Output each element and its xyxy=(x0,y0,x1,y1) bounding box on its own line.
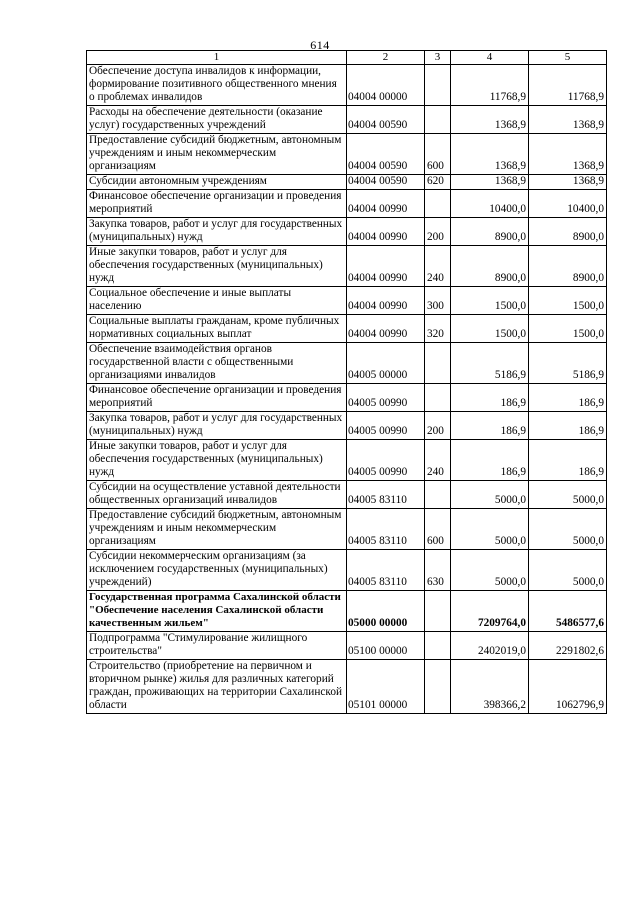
page-number: 614 xyxy=(310,38,330,52)
row-name: Обеспечение взаимодействия органов государственной власти с общественными организациями инвалидов xyxy=(87,343,347,384)
table-row xyxy=(87,550,607,591)
table-row xyxy=(87,246,607,287)
row-amount-col5: 5486577,6 xyxy=(529,591,607,632)
row-amount-col4: 5186,9 xyxy=(451,343,529,384)
budget-table xyxy=(86,50,607,714)
column-header: 5 xyxy=(529,51,607,65)
column-header: 2 xyxy=(347,51,425,65)
table-row xyxy=(87,440,607,481)
row-expense-type xyxy=(425,65,451,106)
row-code: 05000 00000 xyxy=(347,591,425,632)
table-row xyxy=(87,106,607,134)
row-expense-type xyxy=(425,481,451,509)
row-code: 04004 00990 xyxy=(347,190,425,218)
row-code: 04005 00000 xyxy=(347,343,425,384)
row-amount-col5: 11768,9 xyxy=(529,65,607,106)
row-amount-col5: 2291802,6 xyxy=(529,632,607,660)
table-row xyxy=(87,65,607,106)
row-code: 04004 00990 xyxy=(347,287,425,315)
row-code: 04004 00590 xyxy=(347,106,425,134)
row-name: Финансовое обеспечение организации и проведения мероприятий xyxy=(87,384,347,412)
row-amount-col4: 5000,0 xyxy=(451,509,529,550)
row-code: 05101 00000 xyxy=(347,660,425,714)
row-code: 04004 00990 xyxy=(347,246,425,287)
row-name: Социальные выплаты гражданам, кроме публичных нормативных социальных выплат xyxy=(87,315,347,343)
row-amount-col5: 1368,9 xyxy=(529,134,607,175)
row-code: 04004 00990 xyxy=(347,218,425,246)
row-amount-col4: 2402019,0 xyxy=(451,632,529,660)
row-amount-col4: 5000,0 xyxy=(451,481,529,509)
row-expense-type: 600 xyxy=(425,509,451,550)
row-amount-col4: 11768,9 xyxy=(451,65,529,106)
column-header: 4 xyxy=(451,51,529,65)
row-amount-col4: 186,9 xyxy=(451,412,529,440)
row-amount-col4: 5000,0 xyxy=(451,550,529,591)
row-amount-col5: 10400,0 xyxy=(529,190,607,218)
row-amount-col5: 1500,0 xyxy=(529,287,607,315)
row-amount-col4: 1500,0 xyxy=(451,315,529,343)
row-amount-col4: 1368,9 xyxy=(451,106,529,134)
table-row xyxy=(87,412,607,440)
row-name: Закупка товаров, работ и услуг для государственных (муниципальных) нужд xyxy=(87,218,347,246)
row-amount-col4: 8900,0 xyxy=(451,218,529,246)
row-expense-type: 600 xyxy=(425,134,451,175)
row-amount-col5: 186,9 xyxy=(529,384,607,412)
table-row xyxy=(87,175,607,190)
row-name: Государственная программа Сахалинской области "Обеспечение населения Сахалинской области качественным жильем" xyxy=(87,591,347,632)
row-expense-type xyxy=(425,591,451,632)
row-name: Субсидии некоммерческим организациям (за исключением государственных (муниципальных) учреждений) xyxy=(87,550,347,591)
row-expense-type: 320 xyxy=(425,315,451,343)
row-amount-col4: 398366,2 xyxy=(451,660,529,714)
row-amount-col4: 7209764,0 xyxy=(451,591,529,632)
row-amount-col4: 10400,0 xyxy=(451,190,529,218)
row-name: Предоставление субсидий бюджетным, автономным учреждениям и иным некоммерческим организациям xyxy=(87,134,347,175)
row-code: 04005 00990 xyxy=(347,440,425,481)
row-amount-col4: 186,9 xyxy=(451,440,529,481)
row-name: Подпрограмма "Стимулирование жилищного строительства" xyxy=(87,632,347,660)
row-expense-type: 240 xyxy=(425,440,451,481)
row-amount-col5: 5000,0 xyxy=(529,481,607,509)
table-row xyxy=(87,591,607,632)
row-expense-type xyxy=(425,384,451,412)
table-row xyxy=(87,660,607,714)
row-name: Субсидии на осуществление уставной деятельности общественных организаций инвалидов xyxy=(87,481,347,509)
row-amount-col5: 5186,9 xyxy=(529,343,607,384)
budget-table-body xyxy=(87,51,607,714)
table-row xyxy=(87,287,607,315)
row-expense-type xyxy=(425,632,451,660)
row-amount-col5: 1062796,9 xyxy=(529,660,607,714)
row-code: 04005 00990 xyxy=(347,384,425,412)
table-row xyxy=(87,481,607,509)
table-row xyxy=(87,190,607,218)
row-expense-type: 630 xyxy=(425,550,451,591)
row-code: 04005 83110 xyxy=(347,550,425,591)
column-header: 3 xyxy=(425,51,451,65)
row-code: 04004 00990 xyxy=(347,315,425,343)
row-expense-type: 200 xyxy=(425,412,451,440)
row-amount-col5: 186,9 xyxy=(529,412,607,440)
row-expense-type: 620 xyxy=(425,175,451,190)
row-name: Финансовое обеспечение организации и проведения мероприятий xyxy=(87,190,347,218)
row-expense-type: 240 xyxy=(425,246,451,287)
table-row xyxy=(87,384,607,412)
table-row xyxy=(87,632,607,660)
table-row xyxy=(87,315,607,343)
row-name: Строительство (приобретение на первичном и вторичном рынке) жилья для различных категорий граждан, проживающих на территории Сахалинской области xyxy=(87,660,347,714)
row-amount-col4: 186,9 xyxy=(451,384,529,412)
row-amount-col4: 1368,9 xyxy=(451,134,529,175)
table-row xyxy=(87,134,607,175)
row-amount-col4: 8900,0 xyxy=(451,246,529,287)
row-expense-type xyxy=(425,190,451,218)
row-name: Субсидии автономным учреждениям xyxy=(87,175,347,190)
row-name: Обеспечение доступа инвалидов к информации, формирование позитивного общественного мнения о проблемах инвалидов xyxy=(87,65,347,106)
row-code: 04005 83110 xyxy=(347,481,425,509)
row-amount-col5: 1368,9 xyxy=(529,175,607,190)
row-name: Иные закупки товаров, работ и услуг для обеспечения государственных (муниципальных) нужд xyxy=(87,246,347,287)
row-expense-type: 200 xyxy=(425,218,451,246)
header-row xyxy=(87,51,607,65)
row-amount-col5: 1368,9 xyxy=(529,106,607,134)
row-code: 04005 00990 xyxy=(347,412,425,440)
row-name: Социальное обеспечение и иные выплаты населению xyxy=(87,287,347,315)
table-row xyxy=(87,218,607,246)
row-expense-type: 300 xyxy=(425,287,451,315)
row-name: Предоставление субсидий бюджетным, автономным учреждениям и иным некоммерческим организациям xyxy=(87,509,347,550)
row-code: 04005 83110 xyxy=(347,509,425,550)
row-amount-col5: 5000,0 xyxy=(529,550,607,591)
table-row xyxy=(87,343,607,384)
row-expense-type xyxy=(425,106,451,134)
row-expense-type xyxy=(425,660,451,714)
row-code: 04004 00590 xyxy=(347,134,425,175)
row-amount-col5: 8900,0 xyxy=(529,246,607,287)
row-name: Закупка товаров, работ и услуг для государственных (муниципальных) нужд xyxy=(87,412,347,440)
row-code: 04004 00590 xyxy=(347,175,425,190)
row-expense-type xyxy=(425,343,451,384)
row-amount-col4: 1368,9 xyxy=(451,175,529,190)
row-amount-col5: 1500,0 xyxy=(529,315,607,343)
row-amount-col4: 1500,0 xyxy=(451,287,529,315)
row-amount-col5: 8900,0 xyxy=(529,218,607,246)
row-name: Расходы на обеспечение деятельности (оказание услуг) государственных учреждений xyxy=(87,106,347,134)
row-amount-col5: 186,9 xyxy=(529,440,607,481)
table-row xyxy=(87,509,607,550)
row-code: 05100 00000 xyxy=(347,632,425,660)
row-amount-col5: 5000,0 xyxy=(529,509,607,550)
row-name: Иные закупки товаров, работ и услуг для обеспечения государственных (муниципальных) нужд xyxy=(87,440,347,481)
column-header: 1 xyxy=(87,51,347,65)
row-code: 04004 00000 xyxy=(347,65,425,106)
